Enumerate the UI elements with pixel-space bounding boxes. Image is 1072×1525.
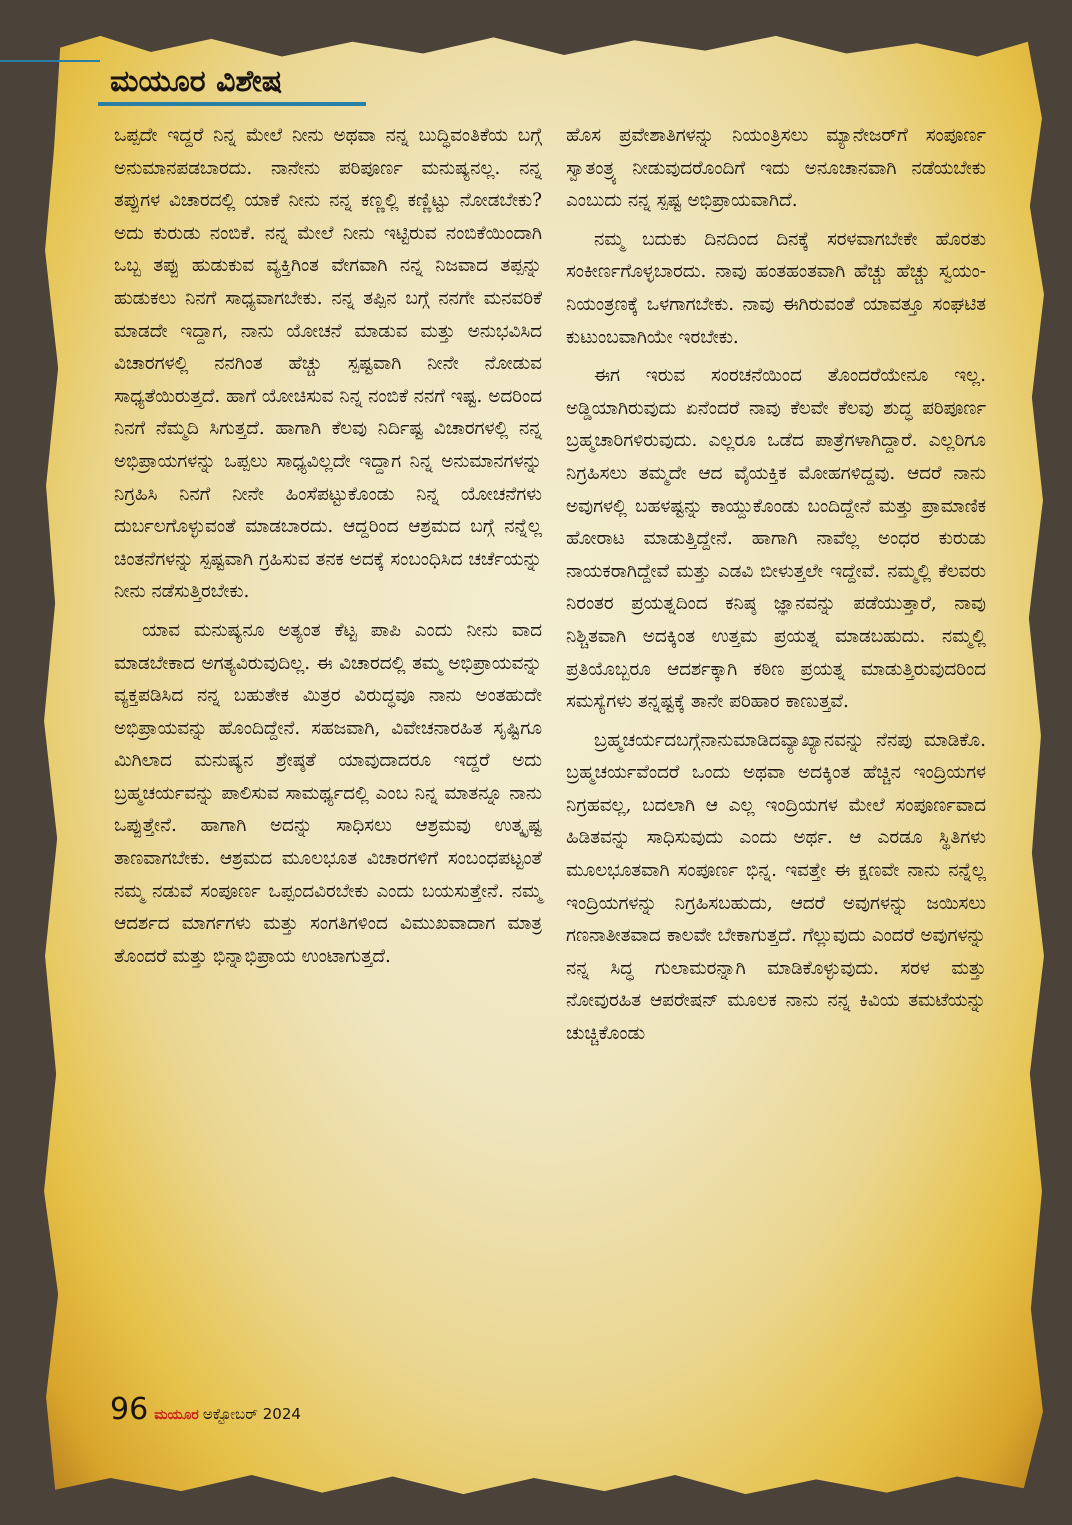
left-column: [114, 120, 542, 973]
left-paragraph-1: ಒಪ್ಪದೇ ಇದ್ದರೆ ನಿನ್ನ ಮೇಲೆ ನೀನು ಅಥವಾ ನನ್ನ ಬುದ್ಧಿವಂತಿಕೆಯ ಬಗ್ಗೆ ಅನುಮಾನಪಡಬಾರದು. ನಾನೇನು ಪರಿಪೂರ್ಣ ಮನುಷ್ಯನಲ್ಲ. ನನ್ನ ತಪ್ಪುಗಳ ವಿಚಾರದಲ್ಲಿ ಯಾಕೆ ನೀನು ನನ್ನ ಕಣ್ಣಲ್ಲಿ ಕಣ್ಣಿಟ್ಟು ನೋಡಬೇಕು? ಅದು ಕುರುಡು ನಂಬಿಕೆ. ನನ್ನ ಮೇಲೆ ನೀನು ಇಟ್ಟಿರುವ ನಂಬಿಕೆಯಿಂದಾಗಿ ಒಬ್ಬ ತಪ್ಪು ಹುಡುಕುವ ವ್ಯಕ್ತಿಗಿಂತ ವೇಗವಾಗಿ ನನ್ನ ನಿಜವಾದ ತಪ್ಪನ್ನು ಹುಡುಕಲು ನಿನಗೆ ಸಾಧ್ಯವಾಗಬೇಕು. ನನ್ನ ತಪ್ಪಿನ ಬಗ್ಗೆ ನನಗೇ ಮನವರಿಕೆ ಮಾಡದೇ ಇದ್ದಾಗ, ನಾನು ಯೋಚನೆ ಮಾಡುವ ಮತ್ತು ಅನುಭವಿಸಿದ ವಿಚಾರಗಳಲ್ಲಿ ನನಗಿಂತ ಹೆಚ್ಚು ಸ್ಪಷ್ಟವಾಗಿ ನೀನೇ ನೋಡುವ ಸಾಧ್ಯತೆಯಿರುತ್ತದೆ. ಹಾಗೆ ಯೋಚಿಸುವ ನಿನ್ನ ನಂಬಿಕೆ ನನಗೆ ಇಷ್ಟ. ಅದರಿಂದ ನಿನಗೆ ನೆಮ್ಮದಿ ಸಿಗುತ್ತದೆ. ಹಾಗಾಗಿ ಕೆಲವು ನಿರ್ದಿಷ್ಟ ವಿಚಾರಗಳಲ್ಲಿ ನನ್ನ ಅಭಿಪ್ರಾಯಗಳನ್ನು ಒಪ್ಪಲು ಸಾಧ್ಯವಿಲ್ಲದೇ ಇದ್ದಾಗ ನಿನ್ನ ಅನುಮಾನಗಳನ್ನು ನಿಗ್ರಹಿಸಿ ನಿನಗೆ ನೀನೇ ಹಿಂಸೆಪಟ್ಟುಕೊಂಡು ನಿನ್ನ ಯೋಚನೆಗಳು ದುರ್ಬಲಗೊಳ್ಳುವಂತೆ ಮಾಡಬಾರದು. ಆದ್ದರಿಂದ ಆಶ್ರಮದ ಬಗ್ಗೆ ನನ್ನೆಲ್ಲ ಚಿಂತನೆಗಳನ್ನು ಸ್ಪಷ್ಟವಾಗಿ ಗ್ರಹಿಸುವ ತನಕ ಅದಕ್ಕೆ ಸಂಬಂಧಿಸಿದ ಚರ್ಚೆಯನ್ನು ನೀನು ನಡೆಸುತ್ತಿರಬೇಕು.: [114, 125, 542, 603]
section-header: [98, 60, 518, 106]
page-footer: [110, 1392, 301, 1432]
page-number: 96: [110, 1392, 149, 1427]
right-paragraph-1: ಹೊಸ ಪ್ರವೇಶಾತಿಗಳನ್ನು ನಿಯಂತ್ರಿಸಲು ಮ್ಯಾನೇಜರ್‌ಗೆ ಸಂಪೂರ್ಣ ಸ್ವಾತಂತ್ರ್ಯ ನೀಡುವುದರೊಂದಿಗೆ ಇದು ಅನೂಚಾನವಾಗಿ ನಡೆಯಬೇಕು ಎಂಬುದು ನನ್ನ ಸ್ಪಷ್ಟ ಅಭಿಪ್ರಾಯವಾಗಿದೆ.: [566, 125, 986, 212]
issue-date: ಅಕ್ಟೋಬರ್ 2024: [202, 1405, 301, 1423]
magazine-name: ಮಯೂರ: [154, 1407, 199, 1423]
right-column: [566, 120, 986, 1051]
right-paragraph-3: ಈಗ ಇರುವ ಸಂರಚನೆಯಿಂದ ತೊಂದರೆಯೇನೂ ಇಲ್ಲ. ಅಡ್ಡಿಯಾಗಿರುವುದು ಏನೆಂದರೆ ನಾವು ಕೆಲವೇ ಕೆಲವು ಶುದ್ಧ ಪರಿಪೂರ್ಣ ಬ್ರಹ್ಮಚಾರಿಗಳಿರುವುದು. ಎಲ್ಲರೂ ಒಡೆದ ಪಾತ್ರೆಗಳಾಗಿದ್ದಾರೆ. ಎಲ್ಲರಿಗೂ ನಿಗ್ರಹಿಸಲು ತಮ್ಮದೇ ಆದ ವೈಯಕ್ತಿಕ ಮೋಹಗಳಿದ್ದವು. ಆದರೆ ನಾನು ಅವುಗಳಲ್ಲಿ ಬಹಳಷ್ಟನ್ನು ಕಾಯ್ದುಕೊಂಡು ಬಂದಿದ್ದೇನೆ ಮತ್ತು ಪ್ರಾಮಾಣಿಕ ಹೋರಾಟ ಮಾಡುತ್ತಿದ್ದೇನೆ. ಹಾಗಾಗಿ ನಾವೆಲ್ಲ ಅಂಧರ ಕುರುಡು ನಾಯಕರಾಗಿದ್ದೇವೆ ಮತ್ತು ಎಡವಿ ಬೀಳುತ್ತಲೇ ಇದ್ದೇವೆ. ನಮ್ಮಲ್ಲಿ ಕೆಲವರು ನಿರಂತರ ಪ್ರಯತ್ನದಿಂದ ಕನಿಷ್ಠ ಜ್ಞಾನವನ್ನು ಪಡೆಯುತ್ತಾರೆ, ನಾವು ನಿಶ್ಚಿತವಾಗಿ ಅದಕ್ಕಿಂತ ಉತ್ತಮ ಪ್ರಯತ್ನ ಮಾಡಬಹುದು. ನಮ್ಮಲ್ಲಿ ಪ್ರತಿಯೊಬ್ಬರೂ ಆದರ್ಶಕ್ಕಾಗಿ ಕಠಿಣ ಪ್ರಯತ್ನ ಮಾಡುತ್ತಿರುವುದರಿಂದ ಸಮಸ್ಯೆಗಳು ತನ್ನಷ್ಟಕ್ಕೆ ತಾನೇ ಪರಿಹಾರ ಕಾಣುತ್ತವೆ.: [566, 365, 986, 713]
header-underline: [98, 102, 366, 106]
section-title: ಮಯೂರ ವಿಶೇಷ: [110, 64, 283, 99]
right-paragraph-4: ಬ್ರಹ್ಮಚರ್ಯದಬಗ್ಗೆನಾನುಮಾಡಿದವ್ಯಾಖ್ಯಾನವನ್ನು ನೆನಪು ಮಾಡಿಕೊ. ಬ್ರಹ್ಮಚರ್ಯವೆಂದರೆ ಒಂದು ಅಥವಾ ಅದಕ್ಕಿಂತ ಹೆಚ್ಚಿನ ಇಂದ್ರಿಯಗಳ ನಿಗ್ರಹವಲ್ಲ, ಬದಲಾಗಿ ಆ ಎಲ್ಲ ಇಂದ್ರಿಯಗಳ ಮೇಲೆ ಸಂಪೂರ್ಣವಾದ ಹಿಡಿತವನ್ನು ಸಾಧಿಸುವುದು ಎಂದು ಅರ್ಥ. ಆ ಎರಡೂ ಸ್ಥಿತಿಗಳು ಮೂಲಭೂತವಾಗಿ ಸಂಪೂರ್ಣ ಭಿನ್ನ. ಇವತ್ತೇ ಈ ಕ್ಷಣವೇ ನಾನು ನನ್ನೆಲ್ಲ ಇಂದ್ರಿಯಗಳನ್ನು ನಿಗ್ರಹಿಸಬಹುದು, ಆದರೆ ಅವುಗಳನ್ನು ಜಯಿಸಲು ಗಣನಾತೀತವಾದ ಕಾಲವೇ ಬೇಕಾಗುತ್ತದೆ. ಗೆಲ್ಲುವುದು ಎಂದರೆ ಅವುಗಳನ್ನು ನನ್ನ ಸಿದ್ಧ ಗುಲಾಮರನ್ನಾಗಿ ಮಾಡಿಕೊಳ್ಳುವುದು. ಸರಳ ಮತ್ತು ನೋವುರಹಿತ ಆಪರೇಷನ್ ಮೂಲಕ ನಾನು ನನ್ನ ಕಿವಿಯ ತಮಟೆಯನ್ನು ಚುಚ್ಚಿಕೊಂಡು: [566, 729, 986, 1045]
right-paragraph-2: ನಮ್ಮ ಬದುಕು ದಿನದಿಂದ ದಿನಕ್ಕೆ ಸರಳವಾಗಬೇಕೇ ಹೊರತು ಸಂಕೀರ್ಣಗೊಳ್ಳಬಾರದು. ನಾವು ಹಂತಹಂತವಾಗಿ ಹೆಚ್ಚು ಹೆಚ್ಚು ಸ್ವಯಂ-ನಿಯಂತ್ರಣಕ್ಕೆ ಒಳಗಾಗಬೇಕು. ನಾವು ಈಗಿರುವಂತೆ ಯಾವತ್ತೂ ಸಂಘಟಿತ ಕುಟುಂಬವಾಗಿಯೇ ಇರಬೇಕು.: [566, 228, 986, 348]
accent-line: [0, 60, 100, 62]
left-paragraph-2: ಯಾವ ಮನುಷ್ಯನೂ ಅತ್ಯಂತ ಕೆಟ್ಟ ಪಾಪಿ ಎಂದು ನೀನು ವಾದ ಮಾಡಬೇಕಾದ ಅಗತ್ಯವಿರುವುದಿಲ್ಲ. ಈ ವಿಚಾರದಲ್ಲಿ ತಮ್ಮ ಅಭಿಪ್ರಾಯವನ್ನು ವ್ಯಕ್ತಪಡಿಸಿದ ನನ್ನ ಬಹುತೇಕ ಮಿತ್ರರ ವಿರುದ್ಧವೂ ನಾನು ಅಂತಹುದೇ ಅಭಿಪ್ರಾಯವನ್ನು ಹೊಂದಿದ್ದೇನೆ. ಸಹಜವಾಗಿ, ವಿವೇಚನಾರಹಿತ ಸೃಷ್ಟಿಗೂ ಮಿಗಿಲಾದ ಮನುಷ್ಯನ ಶ್ರೇಷ್ಠತೆ ಯಾವುದಾದರೂ ಇದ್ದರೆ ಅದು ಬ್ರಹ್ಮಚರ್ಯವನ್ನು ಪಾಲಿಸುವ ಸಾಮರ್ಥ್ಯದಲ್ಲಿ ಎಂಬ ನಿನ್ನ ಮಾತನ್ನೂ ನಾನು ಒಪ್ಪುತ್ತೇನೆ. ಹಾಗಾಗಿ ಅದನ್ನು ಸಾಧಿಸಲು ಆಶ್ರಮವು ಉತ್ಕೃಷ್ಟ ತಾಣವಾಗಬೇಕು. ಆಶ್ರಮದ ಮೂಲಭೂತ ವಿಚಾರಗಳಿಗೆ ಸಂಬಂಧಪಟ್ಟಂತೆ ನಮ್ಮ ನಡುವೆ ಸಂಪೂರ್ಣ ಒಪ್ಪಂದವಿರಬೇಕು ಎಂದು ಬಯಸುತ್ತೇನೆ. ನಮ್ಮ ಆದರ್ಶದ ಮಾರ್ಗಗಳು ಮತ್ತು ಸಂಗತಿಗಳಿಂದ ವಿಮುಖವಾದಾಗ ಮಾತ್ರ ತೊಂದರೆ ಮತ್ತು ಭಿನ್ನಾಭಿಪ್ರಾಯ ಉಂಟಾಗುತ್ತದೆ.: [114, 619, 542, 967]
